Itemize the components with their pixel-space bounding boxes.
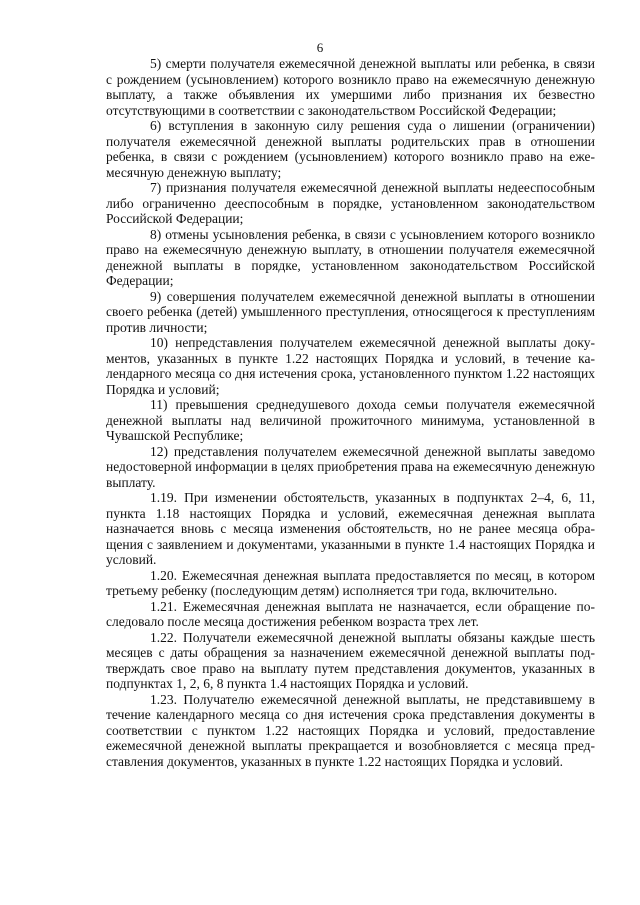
paragraph-clause-1-23: 1.23. Получателю ежемесячной денежной выплаты, не представившему в течение календарного месяца со дня истечения срока представления документы в соответствии с пунктом 1.22 настоящих Порядка и условий, предоставление ежемесячной денежной выплаты прекращается и возобновляется с месяца представления документов, указанных в пункте 1.22 настоящих Порядка и условий. <box>106 691 595 769</box>
paragraph-item-6: 6) вступления в законную силу решения суда о лишении (ограничении) получателя ежемесячной денежной выплаты родительских прав в отношении ребенка, в связи с рождением (усыновлением) которого возникло право на ежемесячную денежную выплату; <box>106 118 595 180</box>
paragraph-item-5: 5) смерти получателя ежемесячной денежной выплаты или ребенка, в связи с рождением (усыновлением) которого возникло право на ежемесячную денежную выплату, а также объявления их умершими либо признания их безвестно отсутствующими в соответствии с законодательством Российской Федерации; <box>106 56 595 118</box>
paragraph-clause-1-21: 1.21. Ежемесячная денежная выплата не назначается, если обращение последовало после месяца достижения ребенком возраста трех лет. <box>106 598 595 629</box>
paragraph-clause-1-19: 1.19. При изменении обстоятельств, указанных в подпунктах 2–4, 6, 11, пункта 1.18 настоящих Порядка и условий, ежемесячная денежная выплата назначается вновь с месяца изменения обстоятельств, но не ранее месяца обращения с заявлением и документами, указанными в пункте 1.4 настоящих Порядка и условий. <box>106 490 595 567</box>
paragraph-clause-1-20: 1.20. Ежемесячная денежная выплата предоставляется по месяц, в котором третьему ребенку (последующим детям) исполняется три года, включительно. <box>106 567 595 598</box>
document-body <box>106 56 595 769</box>
paragraph-item-10: 10) непредставления получателем ежемесячной денежной выплаты документов, указанных в пункте 1.22 настоящих Порядка и условий, в течение календарного месяца со дня истечения срока, установленного пунктом 1.22 настоящих Порядка и условий; <box>106 335 595 397</box>
page-number: 6 <box>316 40 324 55</box>
paragraph-item-8: 8) отмены усыновления ребенка, в связи с усыновлением которого возникло право на ежемесячную денежную выплату, в отношении получателя ежемесячной денежной выплаты в порядке, установленном законодательством Российской Федерации; <box>106 226 595 288</box>
paragraph-item-11: 11) превышения среднедушевого дохода семьи получателя ежемесячной денежной выплаты над величиной прожиточного минимума, установленной в Чувашской Республике; <box>106 397 595 443</box>
paragraph-clause-1-22: 1.22. Получатели ежемесячной денежной выплаты обязаны каждые шесть месяцев с даты обращения за назначением ежемесячной денежной выплаты подтверждать свое право на выплату путем представления документов, указанных в подпунктах 1, 2, 6, 8 пункта 1.4 настоящих Порядка и условий. <box>106 629 595 691</box>
paragraph-item-12: 12) представления получателем ежемесячной денежной выплаты заведомо недостоверной информации в целях приобретения права на ежемесячную денежную выплату. <box>106 443 595 490</box>
paragraph-item-9: 9) совершения получателем ежемесячной денежной выплаты в отношении своего ребенка (детей) умышленного преступления, относящегося к преступлениям против личности; <box>106 288 595 335</box>
paragraph-item-7: 7) признания получателя ежемесячной денежной выплаты недееспособным либо ограниченно дееспособным в порядке, установленном законодательством Российской Федерации; <box>106 180 595 226</box>
